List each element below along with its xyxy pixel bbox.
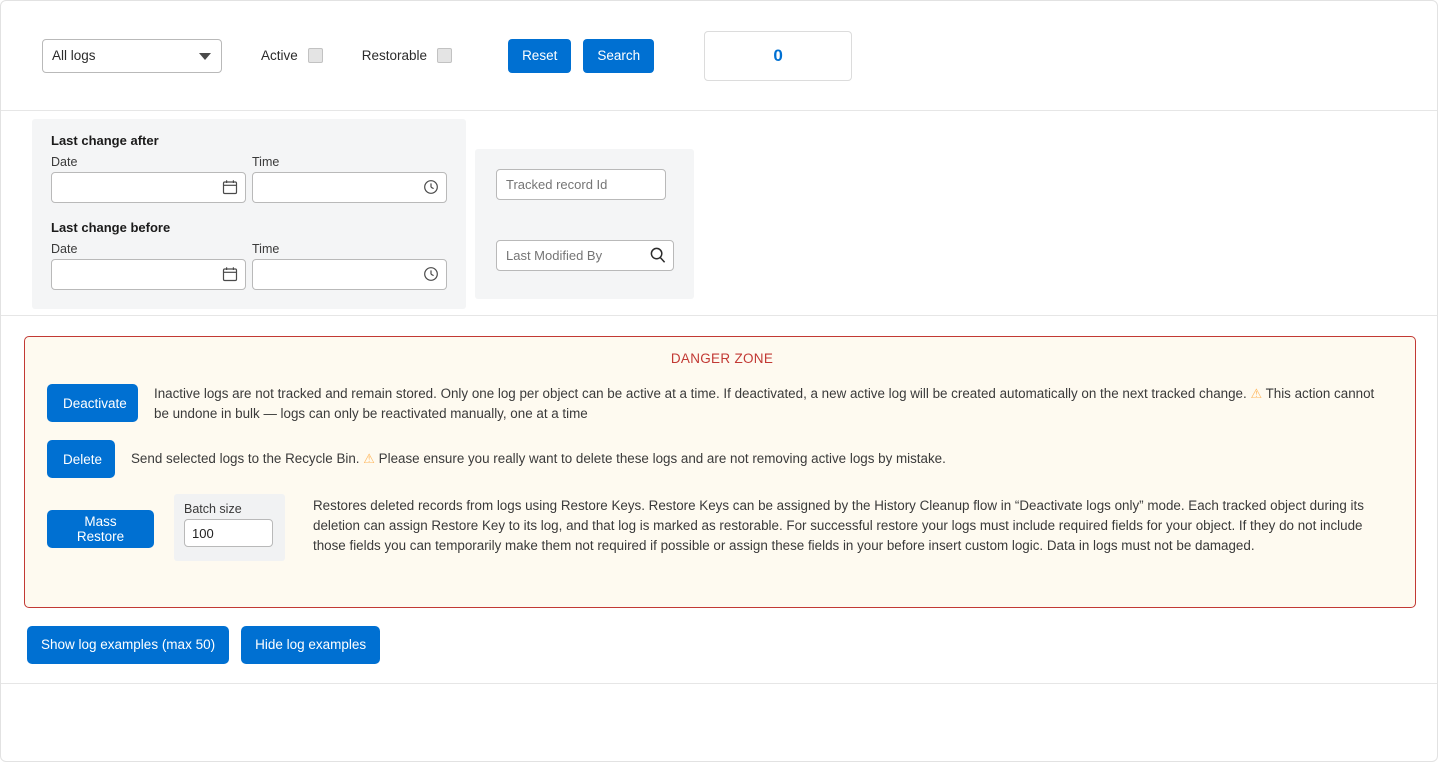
reset-button[interactable]: Reset <box>508 39 571 73</box>
record-filter-panel <box>475 149 694 299</box>
deactivate-description-part1: Inactive logs are not tracked and remain stored. Only one log per object can be active at a time. If deactivated, a new active log will be created automatically on the next tracked change. <box>154 386 1247 401</box>
active-checkbox[interactable] <box>308 48 323 63</box>
result-count-value: 0 <box>773 45 783 65</box>
deactivate-description <box>154 384 1382 424</box>
delete-description-part1: Send selected logs to the Recycle Bin. <box>131 451 360 466</box>
before-date-input[interactable] <box>51 259 246 290</box>
mass-restore-button[interactable]: Mass Restore <box>47 510 154 548</box>
search-icon[interactable] <box>649 246 667 264</box>
warning-icon: ⚠ <box>363 451 375 466</box>
restorable-label: Restorable <box>361 48 428 63</box>
deactivate-row <box>47 384 1397 424</box>
search-button[interactable]: Search <box>583 39 654 73</box>
after-date-input-wrap <box>51 172 246 203</box>
deactivate-description-part2: This action cannot be undone in bulk — logs can only be reactivated manually, one at a time <box>154 386 1375 421</box>
before-time-input-wrap <box>252 259 447 290</box>
logs-select-wrapper <box>42 39 222 73</box>
batch-size-input[interactable] <box>184 519 273 547</box>
after-date-field <box>51 155 246 203</box>
bottom-divider <box>1 683 1437 713</box>
before-date-field <box>51 242 246 290</box>
mass-restore-row <box>47 494 1397 561</box>
delete-button[interactable]: Delete <box>47 440 115 478</box>
after-time-input-wrap <box>252 172 447 203</box>
after-fields-row <box>51 155 447 203</box>
before-fields-row <box>51 242 447 290</box>
last-modified-by-input[interactable] <box>496 240 674 271</box>
before-time-input[interactable] <box>252 259 447 290</box>
panel-spacer <box>51 203 447 217</box>
mass-restore-description: Restores deleted records from logs using Restore Keys. Restore Keys can be assigned by the History Cleanup flow in “Deactivate logs only” mode. Each tracked object during its deletion can assign Restore Key to its log, and that log is marked as restorable. For successful restore your logs must include required fields for your object. If they do not include those fields you can temporarily make them not required if possible or assign these fields in your before insert custom logic. Data in logs must not be damaged. <box>313 498 1364 553</box>
active-checkbox-group <box>261 48 323 63</box>
logs-filter-select[interactable] <box>42 39 222 73</box>
after-time-field <box>252 155 447 203</box>
filters-panel-row <box>1 111 1437 316</box>
after-time-label: Time <box>252 155 280 169</box>
before-date-input-wrap <box>51 259 246 290</box>
after-date-input[interactable] <box>51 172 246 203</box>
restorable-checkbox-group <box>362 48 452 63</box>
result-count-box <box>704 31 852 81</box>
batch-size-label: Batch size <box>184 502 242 516</box>
delete-row <box>47 440 1397 478</box>
active-label: Active <box>261 48 298 63</box>
after-date-label: Date <box>51 155 78 169</box>
batch-size-field <box>174 494 285 561</box>
after-time-input[interactable] <box>252 172 447 203</box>
restorable-checkbox[interactable] <box>437 48 452 63</box>
last-change-before-title: Last change before <box>51 220 171 235</box>
before-date-label: Date <box>51 242 78 256</box>
warning-icon: ⚠ <box>1250 386 1263 401</box>
last-modified-by-wrap <box>496 240 674 271</box>
examples-button-row <box>1 608 1437 664</box>
filter-bar <box>1 1 1437 111</box>
last-change-after-title: Last change after <box>51 133 159 148</box>
tracked-record-id-input[interactable] <box>496 169 666 200</box>
before-time-field <box>252 242 447 290</box>
danger-zone <box>24 336 1416 608</box>
delete-description <box>131 440 946 469</box>
date-range-panel <box>32 119 466 309</box>
show-log-examples-button[interactable]: Show log examples (max 50) <box>27 626 229 664</box>
delete-description-part2: Please ensure you really want to delete these logs and are not removing active logs by mistake. <box>378 451 946 466</box>
danger-zone-title: DANGER ZONE <box>670 351 774 366</box>
before-time-label: Time <box>252 242 280 256</box>
hide-log-examples-button[interactable]: Hide log examples <box>241 626 380 664</box>
deactivate-button[interactable]: Deactivate <box>47 384 138 422</box>
